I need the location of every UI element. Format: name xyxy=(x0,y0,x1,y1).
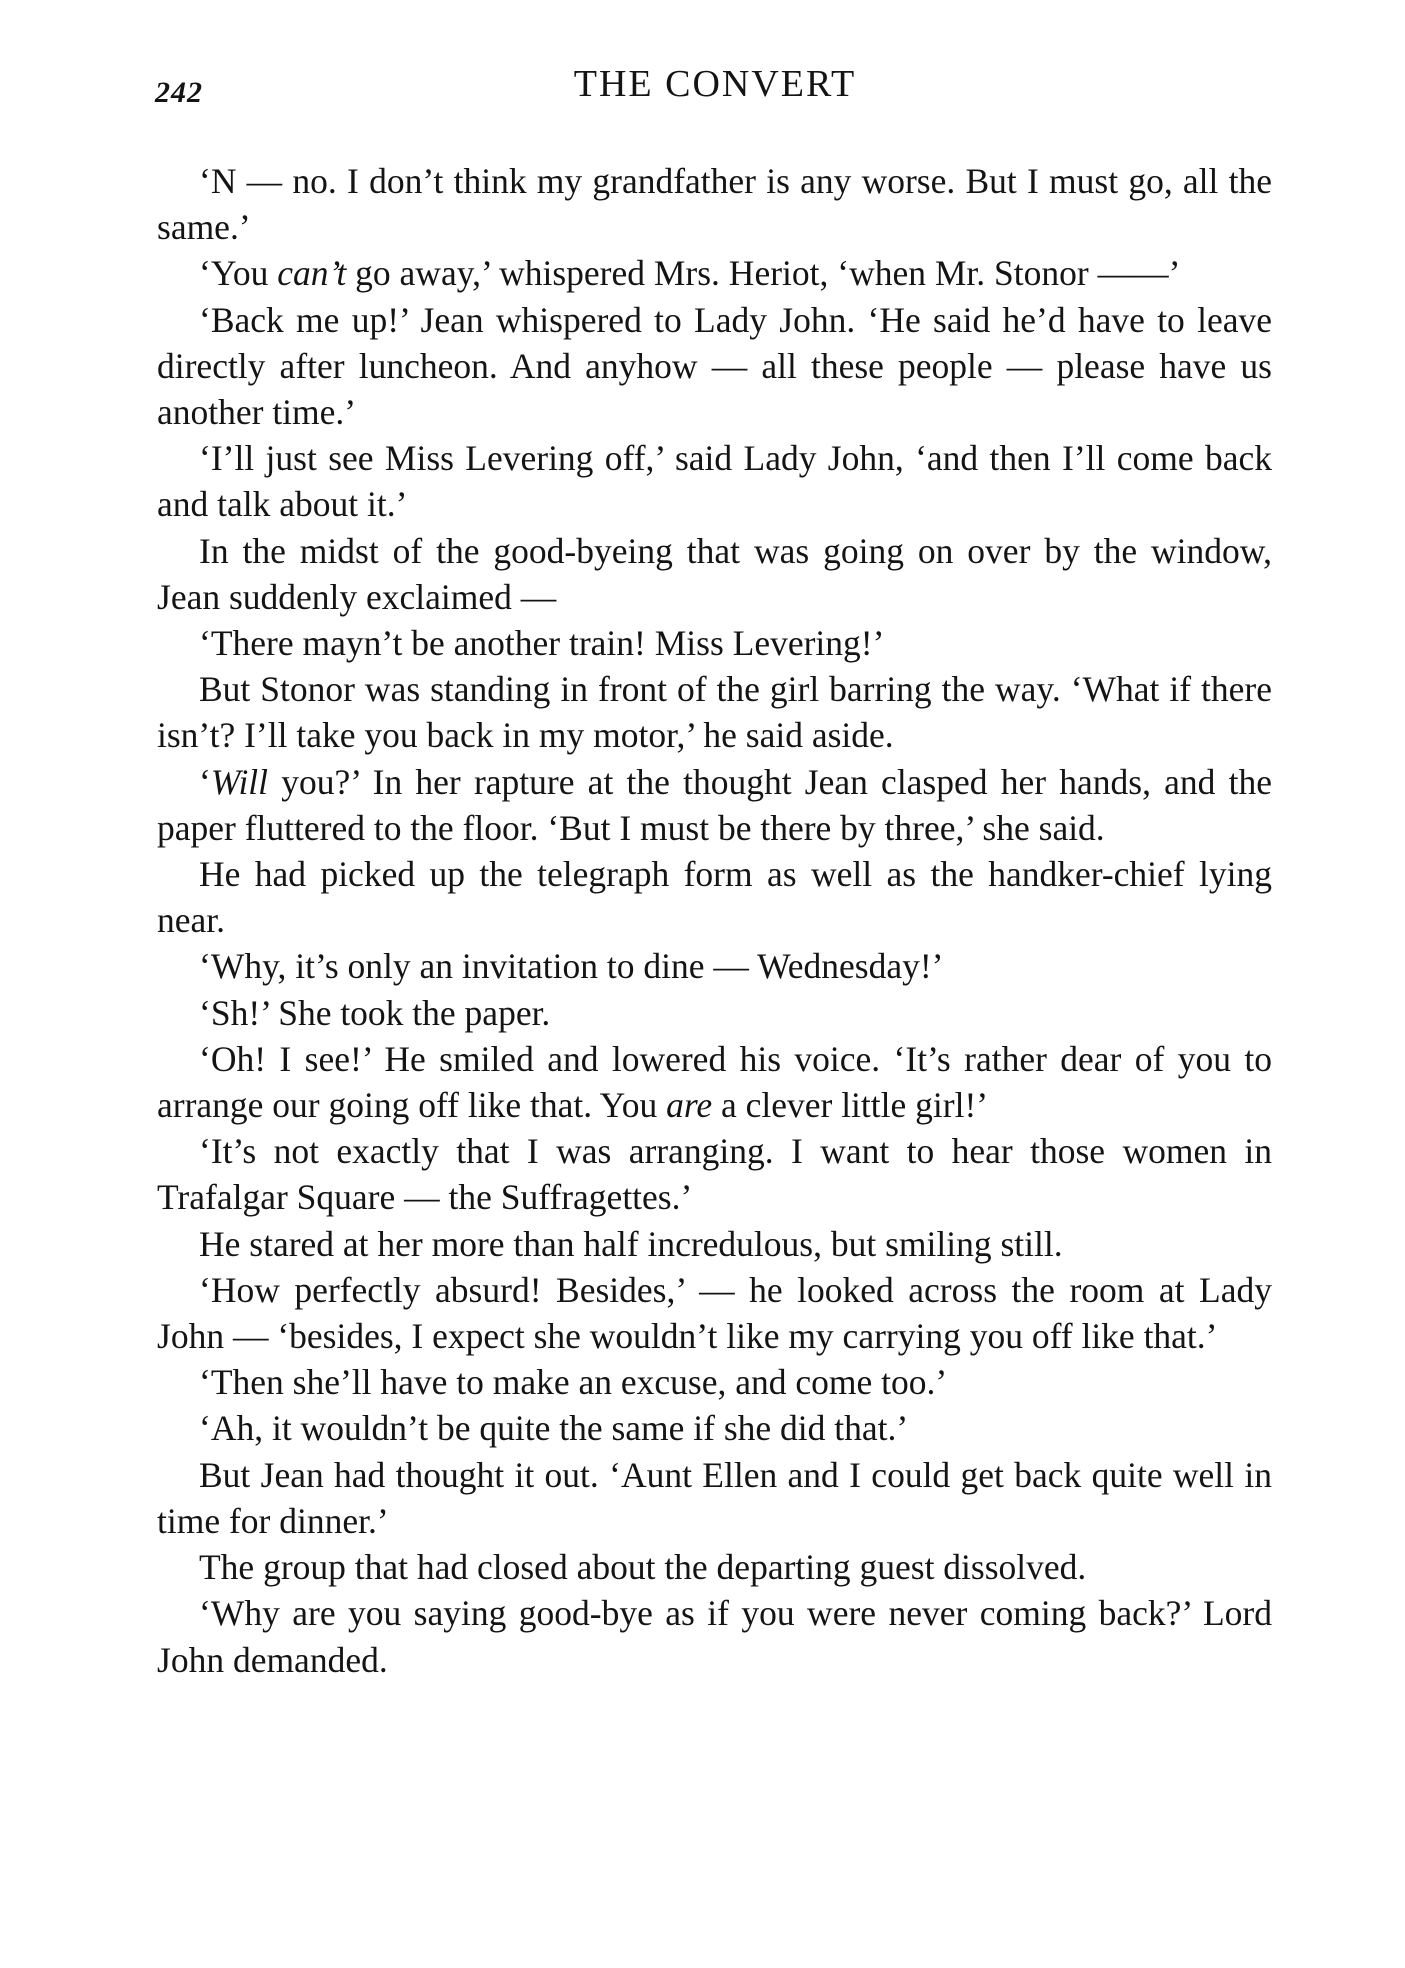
italic-text: can’t xyxy=(277,253,347,294)
text-run: ‘Then she’ll have to make an excuse, and come too.’ xyxy=(199,1362,948,1403)
paragraph xyxy=(157,620,1272,666)
paragraph xyxy=(157,1359,1272,1405)
paragraph xyxy=(157,1267,1272,1359)
paragraph xyxy=(157,990,1272,1036)
running-title: THE CONVERT xyxy=(573,63,857,105)
text-run: ‘ xyxy=(199,761,211,802)
text-run: you?’ In her rapture at the thought Jean clasped her hands, and the paper fluttered to the floor. ‘But I must be there by three,’ she said. xyxy=(157,761,1272,848)
paragraph xyxy=(157,1036,1272,1128)
paragraph xyxy=(157,759,1272,851)
paragraph xyxy=(157,666,1272,758)
text-run: He stared at her more than half incredulous, but smiling still. xyxy=(199,1223,1063,1264)
italic-text: are xyxy=(666,1085,713,1126)
text-run: ‘How perfectly absurd! Besides,’ — he looked across the room at Lady John — ‘besides, I expect she wouldn’t like my carrying you off like that.’ xyxy=(157,1269,1272,1357)
paragraph xyxy=(157,1405,1272,1451)
paragraph xyxy=(157,435,1272,527)
page-number: 242 xyxy=(155,76,203,109)
paragraph xyxy=(157,1544,1272,1590)
italic-text: Will xyxy=(210,761,269,802)
text-run: ‘There mayn’t be another train! Miss Levering!’ xyxy=(199,623,885,664)
text-run: In the midst of the good-byeing that was going on over by the window, Jean suddenly exclaimed — xyxy=(157,530,1272,617)
paragraph xyxy=(157,158,1272,250)
text-run: The group that had closed about the departing guest dissolved. xyxy=(199,1547,1087,1588)
paragraph xyxy=(157,851,1272,943)
text-run: But Stonor was standing in front of the girl barring the way. ‘What if there isn’t? I’ll take you back in my motor,’ he said aside. xyxy=(157,669,1272,756)
page-header xyxy=(155,62,1275,112)
text-run: ‘Sh!’ She took the paper. xyxy=(199,992,551,1033)
text-run: ‘N — no. I don’t think my grandfather is any worse. But I must go, all the same.’ xyxy=(157,161,1272,248)
text-run: ‘Ah, it wouldn’t be quite the same if she did that.’ xyxy=(199,1408,909,1449)
text-run: ‘It’s not exactly that I was arranging. I want to hear those women in Trafalgar Square — the Suffragettes.’ xyxy=(157,1131,1272,1218)
paragraph xyxy=(157,1221,1272,1267)
paragraph xyxy=(157,1590,1272,1682)
text-run: ‘Why are you saying good-bye as if you were never coming back?’ Lord John demanded. xyxy=(157,1593,1272,1680)
text-run: ‘Oh! I see!’ He smiled and lowered his voice. ‘It’s rather dear of you to arrange our going off like that. You xyxy=(157,1038,1272,1126)
paragraph xyxy=(157,1128,1272,1220)
paragraph xyxy=(157,1452,1272,1544)
paragraph xyxy=(157,250,1272,296)
body-text xyxy=(157,158,1272,1683)
text-run: a clever little girl!’ xyxy=(712,1085,989,1126)
paragraph xyxy=(157,528,1272,620)
text-run: ‘Back me up!’ Jean whispered to Lady John. ‘He said he’d have to leave directly after luncheon. And anyhow — all these people — please have us another time.’ xyxy=(157,299,1272,433)
paragraph xyxy=(157,297,1272,436)
text-run: ‘Why, it’s only an invitation to dine — Wednesday!’ xyxy=(199,946,944,987)
text-run: He had picked up the telegraph form as well as the handker-chief lying near. xyxy=(157,854,1272,941)
text-run: ‘You xyxy=(199,253,278,294)
text-run: ‘I’ll just see Miss Levering off,’ said Lady John, ‘and then I’ll come back and talk about it.’ xyxy=(157,438,1272,525)
paragraph xyxy=(157,943,1272,989)
text-run: But Jean had thought it out. ‘Aunt Ellen and I could get back quite well in time for dinner.’ xyxy=(157,1454,1272,1541)
text-run: go away,’ whispered Mrs. Heriot, ‘when Mr. Stonor ——’ xyxy=(346,253,1181,294)
